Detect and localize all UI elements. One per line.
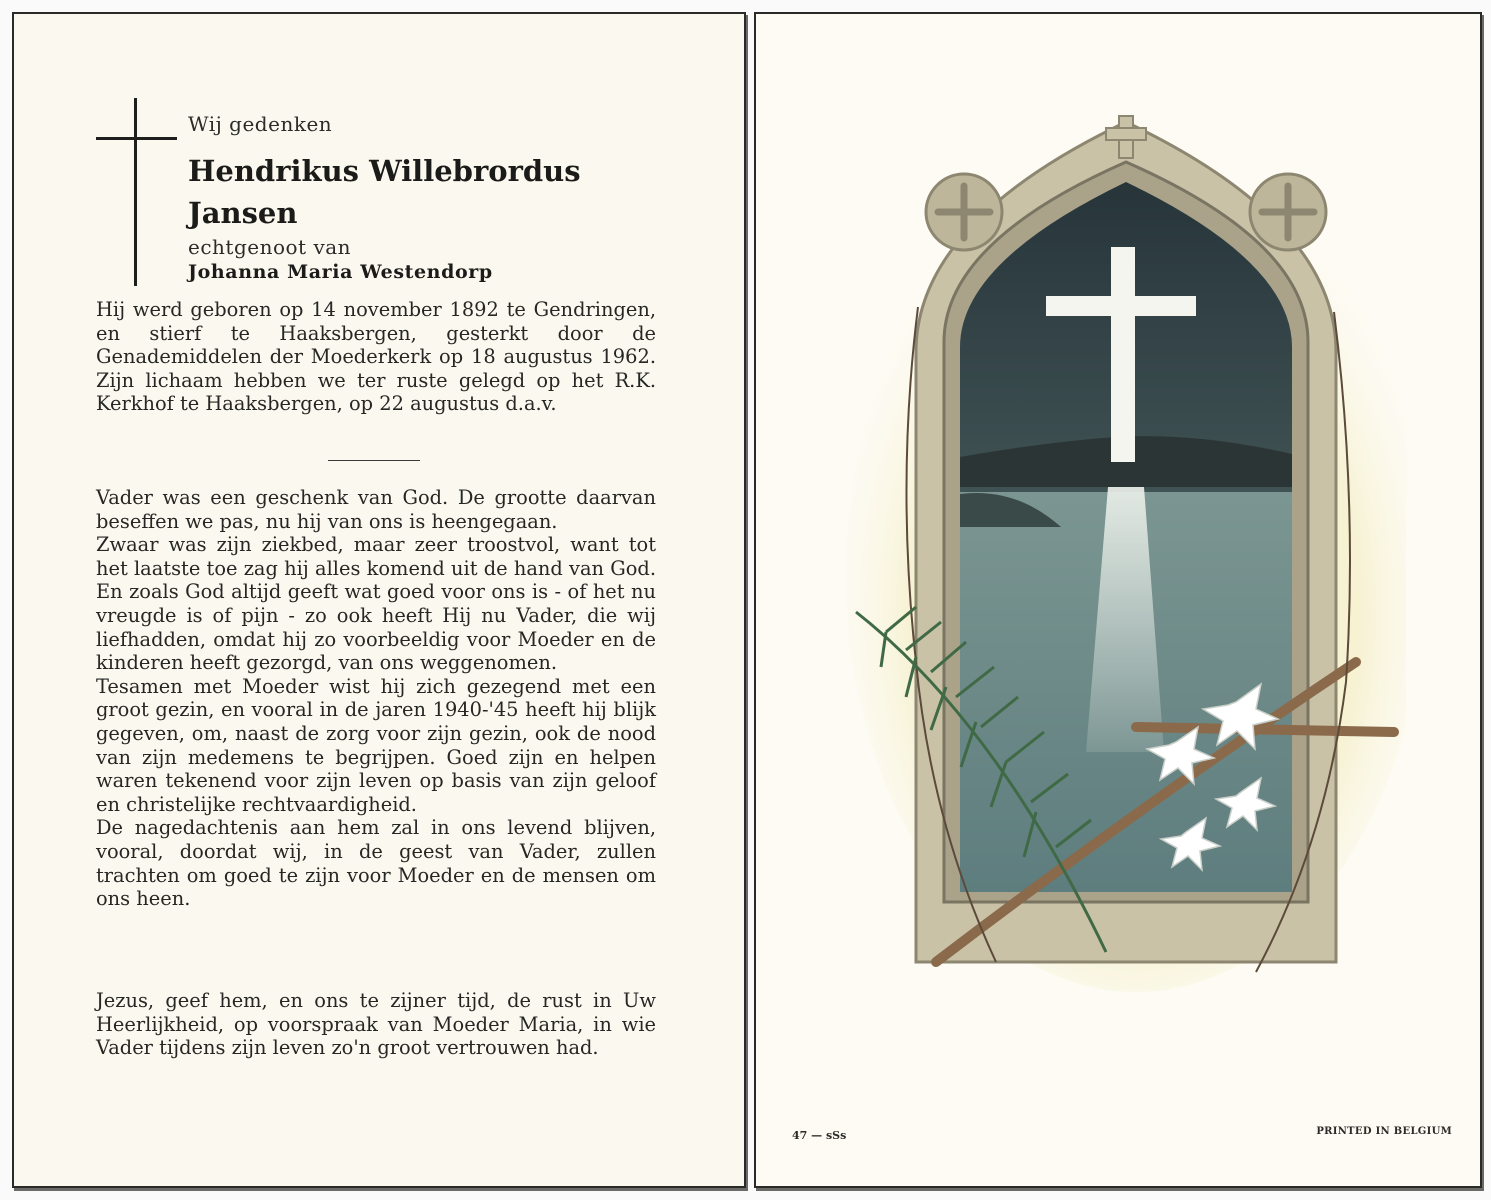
- deceased-name-line1: Hendrikus Willebrordus: [188, 154, 581, 188]
- tribute-sentence-2: Zwaar was zijn ziekbed, maar zeer troostvol, want tot het laatste toe zag hij alles komend uit de hand van God. En zoals God altijd geeft wat goed voor ons is - of het nu vreugde is of pijn - zo ook heeft Hij nu Vader, die wij liefhadden, omdat hij zo voorbeeldig voor Moeder en de kinderen heeft gezorgd, van ons weggenomen.: [96, 533, 656, 675]
- memorial-card-picture-side: [754, 12, 1482, 1188]
- prayer-paragraph: Jezus, geef hem, en ons te zijner tijd, de rust in Uw Heerlijkheid, op voorspraak van Moeder Maria, in wie Vader tijdens zijn leven zo'n groot vertrouwen had.: [96, 989, 656, 1060]
- section-divider: [328, 460, 420, 461]
- intro-text: Wij gedenken: [188, 112, 333, 136]
- card-number: 47 — sSs: [792, 1129, 847, 1142]
- memorial-card-text-side: [12, 12, 746, 1188]
- gothic-arch-cross-illustration: [846, 102, 1406, 1002]
- deceased-name-line2: Jansen: [188, 196, 298, 230]
- spouse-label: echtgenoot van: [188, 235, 352, 259]
- tribute-sentence-4: De nagedachtenis aan hem zal in ons levend blijven, vooral, doordat wij, in de geest van Vader, zullen trachten om goed te zijn voor Moeder en de mensen om ons heen.: [96, 816, 656, 911]
- spouse-name: Johanna Maria Westendorp: [188, 261, 493, 283]
- printer-note: PRINTED IN BELGIUM: [1316, 1126, 1452, 1137]
- tribute-text: [96, 486, 656, 911]
- tribute-sentence-3: Tesamen met Moeder wist hij zich gezegend met een groot gezin, en vooral in de jaren 1940-'45 heeft hij blijk gegeven, om, naast de zorg voor zijn gezin, ook de nood van zijn medemens te begrijpen. Goed zijn en helpen waren tekenend voor zijn leven op basis van zijn geloof en christelijke rechtvaardigheid.: [96, 674, 656, 816]
- biography-paragraph: Hij werd geboren op 14 november 1892 te Gendringen, en stierf te Haaksbergen, gesterkt door de Genademiddelen der Moederkerk op 18 augustus 1962. Zijn lichaam hebben we ter ruste gelegd op het R.K. Kerkhof te Haaksbergen, op 22 augustus d.a.v.: [96, 298, 656, 416]
- deceased-name: [188, 150, 688, 234]
- tribute-sentence-1: Vader was een geschenk van God. De grootte daarvan beseffen we pas, nu hij van ons is heengegaan.: [96, 486, 656, 533]
